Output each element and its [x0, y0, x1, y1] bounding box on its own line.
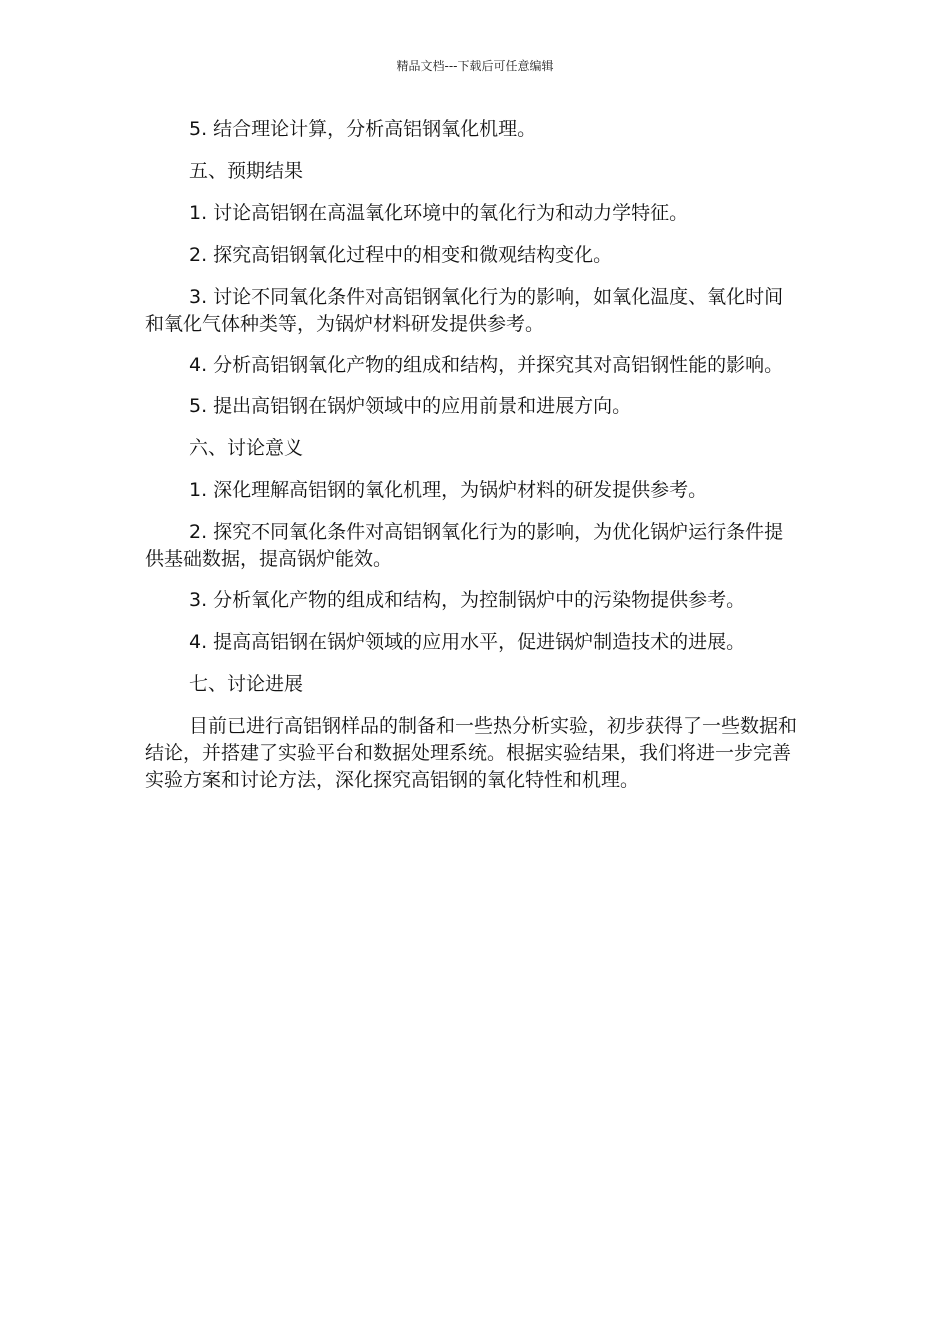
- progress-paragraph: 目前已进行高铝钢样品的制备和一些热分析实验，初步获得了一些数据和结论，并搭建了实验平台和数据处理系统。根据实验结果，我们将进一步完善实验方案和讨论方法，深化探究高铝钢的氧化特性和机理。: [145, 715, 798, 791]
- list-item-significance-3: 3. 分析氧化产物的组成和结构，为控制锅炉中的污染物提供参考。: [189, 589, 746, 611]
- list-item-significance-2: 2. 探究不同氧化条件对高铝钢氧化行为的影响，为优化锅炉运行条件提供基础数据，提高锅炉能效。: [145, 521, 784, 570]
- list-item-significance-1: 1. 深化理解高铝钢的氧化机理，为锅炉材料的研发提供参考。: [189, 479, 708, 501]
- list-item-conclusion-5: 5. 结合理论计算，分析高铝钢氧化机理。: [189, 118, 537, 140]
- list-item-result-4: 4. 分析高铝钢氧化产物的组成和结构，并探究其对高铝钢性能的影响。: [189, 354, 784, 376]
- section-heading-expected-results: 五、预期结果: [189, 160, 304, 182]
- list-item-result-2: 2. 探究高铝钢氧化过程中的相变和微观结构变化。: [189, 244, 613, 266]
- list-item-significance-4: 4. 提高高铝钢在锅炉领域的应用水平，促进锅炉制造技术的进展。: [189, 631, 746, 653]
- list-item-result-5: 5. 提出高铝钢在锅炉领域中的应用前景和进展方向。: [189, 395, 632, 417]
- section-heading-significance: 六、讨论意义: [189, 437, 304, 459]
- list-item-result-1: 1. 讨论高铝钢在高温氧化环境中的氧化行为和动力学特征。: [189, 202, 689, 224]
- document-body: [145, 116, 800, 808]
- list-item-result-3: 3. 讨论不同氧化条件对高铝钢氧化行为的影响，如氧化温度、氧化时间和氧化气体种类等，为锅炉材料研发提供参考。: [145, 286, 784, 335]
- page-header: 精品文档---下载后可任意编辑: [396, 59, 554, 73]
- section-heading-progress: 七、讨论进展: [189, 673, 304, 695]
